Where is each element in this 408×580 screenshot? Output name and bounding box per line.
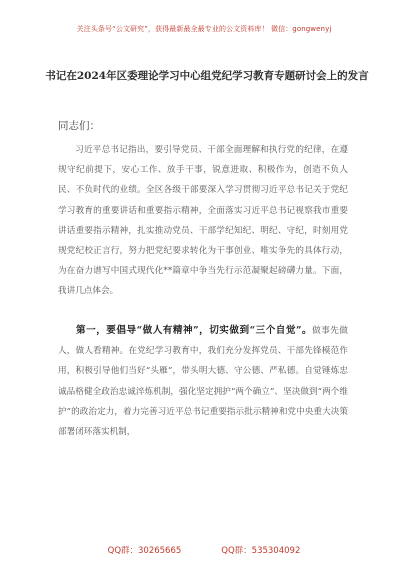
- body-section-1: [58, 321, 348, 442]
- footer: [0, 544, 408, 556]
- section-1-heading: 第一，要倡导“做人有精神”，切实做到“三个自觉”。: [76, 325, 313, 336]
- footer-qq-group-1: QQ群：30265665: [107, 546, 182, 556]
- top-banner: 关注头条号“公文研究”，获得最新最全最专业的公文资料库！ 微信：gongwenyj: [76, 25, 332, 33]
- document-title: 书记在2024年区委理论学习中心组党纪学习教育专题研讨会上的发言: [45, 70, 369, 82]
- section-1-text: 做事先做人，做人看精神。在党纪学习教育中，我们充分发挥党员、干部先锋模范作用，积极引导他们当好“头雁”，带头明大德、守公德、严私德。自觉锤炼忠诚品格健全政治忠诚淬炼机制，强化坚定拥护“两个确立”、坚决做到“两个维护”的政治定力，着力完善习近平总书记重要指示批示精神和党中央重大决策部署闭环落实机制，: [58, 326, 348, 438]
- greeting: 同志们：: [58, 120, 100, 132]
- body-paragraph-1: 习近平总书记指出，要引导党员、干部全面理解和执行党的纪律，在遵规守纪前提下，安心工作、放手干事，锐意进取、积极作为，创造不负人民、不负时代的业绩。全区各级干部要深入学习贯彻习近平总书记关于党纪学习教育的重要讲话和重要指示精神，全面落实习近平总书记视察我市重要讲话重要指示精神，扎实推动党员、干部学纪知纪、明纪、守纪，时刻用党规党纪校正言行，努力把党纪要求转化为干事创业、唯实争先的具体行动，为在奋力谱写中国式现代化**篇章中争当先行示范凝聚起磅礴力量。下面，我讲几点体会。: [58, 145, 348, 297]
- footer-qq-group-2: QQ群：535304092: [221, 546, 301, 556]
